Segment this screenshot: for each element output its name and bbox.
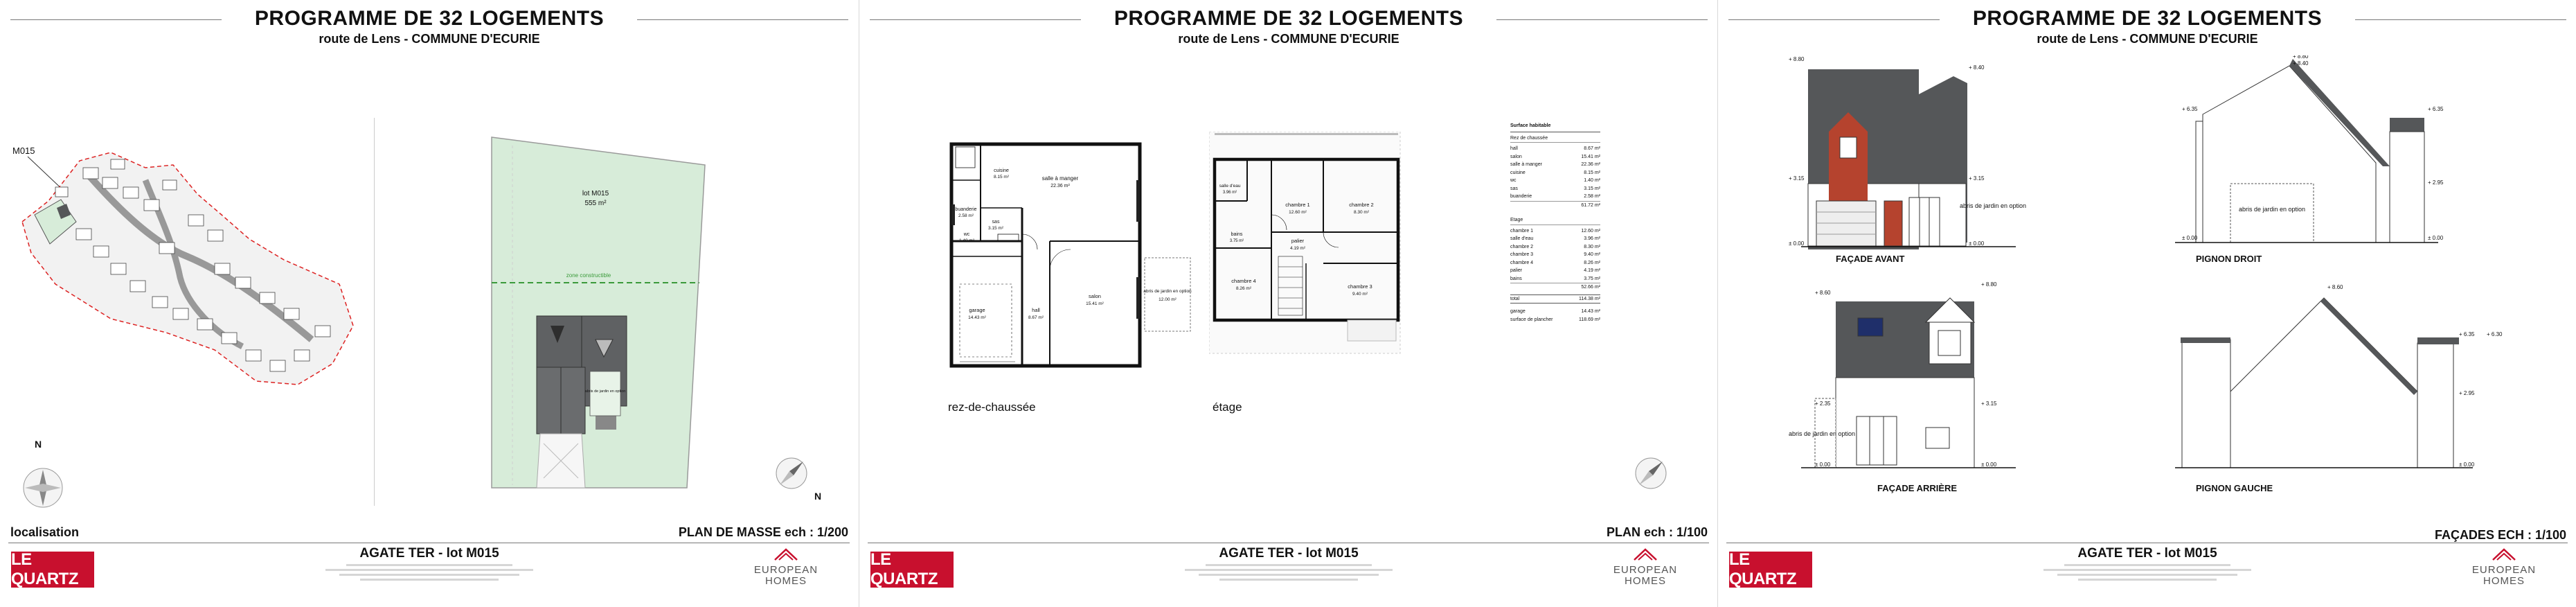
room-dining-area: 22.36 m² [1050, 184, 1070, 188]
room-bed1-label: chambre 1 [1285, 202, 1310, 208]
level-label: + 8.60 [1815, 290, 1831, 296]
shed-label: abris de jardin en option [1788, 430, 1856, 437]
table-total-row: total 114.38 m² [1510, 294, 1600, 304]
table-row [1510, 251, 1600, 259]
house-icon [1633, 547, 1658, 561]
shed-plan [1143, 256, 1192, 333]
table-row [1510, 193, 1600, 201]
table-cell-area: 2.58 m² [1584, 194, 1600, 199]
room-hall-label: hall [1032, 307, 1040, 313]
table-row [1510, 153, 1600, 161]
table-cell-room: garage [1510, 309, 1526, 314]
lot-block [0, 546, 859, 583]
le-quartz-logo: LE QUARTZ [1729, 552, 1812, 588]
table-ground-total: 61.72 m² [1510, 201, 1600, 210]
table-cell-area: 4.19 m² [1584, 268, 1600, 273]
room-living-area: 15.41 m² [1086, 301, 1104, 306]
page-subtitle: route de Lens - COMMUNE D'ECURIE [1178, 32, 1399, 46]
page-subtitle: route de Lens - COMMUNE D'ECURIE [319, 32, 540, 46]
table-cell-area: 8.30 m² [1584, 244, 1600, 249]
room-bed1-area: 12.60 m² [1289, 210, 1307, 215]
table-cell-room: salon [1510, 154, 1522, 159]
right-gable-label: PIGNON DROIT [2196, 254, 2262, 264]
table-cell-area: 3.75 m² [1584, 276, 1600, 281]
level-label: + 8.80 [2293, 55, 2309, 60]
room-landing-area: 4.19 m² [1289, 246, 1306, 251]
shed-label: abris de jardin en option [1959, 202, 2027, 209]
north-arrow-icon [1634, 456, 1668, 491]
table-cell-room: chambre 4 [1510, 260, 1534, 265]
title-block [0, 7, 859, 46]
house-icon [773, 547, 798, 561]
table-upper-total: 52.66 m² [1510, 283, 1600, 292]
room-bed2-area: 8.30 m² [1353, 210, 1370, 215]
parcel-plan [485, 132, 713, 492]
table-row [1510, 227, 1600, 236]
sheet-floor-plans [859, 0, 1718, 607]
lot-block [859, 546, 1718, 583]
table-cell-area: 118.69 m² [1579, 317, 1600, 322]
table-row [1510, 316, 1600, 324]
scale-label: PLAN ech : 1/100 [1606, 525, 1708, 539]
table-cell-room: palier [1510, 268, 1523, 273]
front-elevation [1787, 55, 2092, 270]
page-title: PROGRAMME DE 32 LOGEMENTS [254, 7, 605, 30]
ground-floor-label: rez-de-chaussée [948, 401, 1036, 414]
table-cell-room: salle à manger [1510, 162, 1542, 167]
table-row [1510, 267, 1600, 275]
table-cell-room: salle d'eau [1510, 236, 1534, 241]
ground-floor-plan [946, 139, 1174, 374]
shed-area: 12.00 m² [1159, 297, 1177, 302]
title-block [859, 7, 1718, 46]
table-cell-area: 12.60 m² [1581, 228, 1600, 234]
table-cell-area: 8.67 m² [1584, 146, 1600, 151]
level-label: + 3.15 [1789, 175, 1805, 182]
table-cell-room: wc [1510, 178, 1517, 183]
european-homes-logo: EUROPEAN HOMES [2466, 547, 2542, 587]
table-row [1510, 177, 1600, 185]
right-gable-elevation [2161, 55, 2521, 270]
rear-elevation-label: FAÇADE ARRIÈRE [1877, 483, 1958, 493]
room-garage-area: 14.43 m² [968, 315, 986, 320]
level-label: + 8.40 [2293, 60, 2309, 67]
lot-callout-label: M015 [12, 146, 35, 156]
level-label: + 2.35 [1815, 401, 1831, 407]
rear-elevation [1787, 281, 2092, 502]
room-landing-label: palier [1291, 238, 1305, 244]
table-upper-rows [1510, 227, 1600, 283]
table-cell-room: buanderie [1510, 194, 1532, 199]
left-gable-elevation [2161, 281, 2521, 502]
table-row [1510, 185, 1600, 193]
lot-block [1718, 546, 2576, 583]
page-title: PROGRAMME DE 32 LOGEMENTS [1113, 7, 1464, 30]
page-subtitle: route de Lens - COMMUNE D'ECURIE [2037, 32, 2258, 46]
north-arrow-icon [774, 456, 809, 491]
table-cell-area: 9.40 m² [1584, 252, 1600, 257]
divider [374, 118, 375, 506]
shed-label: abris de jardin en option [584, 389, 626, 394]
table-cell-room: bains [1510, 276, 1522, 281]
table-row [1510, 243, 1600, 252]
european-homes-logo: EUROPEAN HOMES [748, 547, 824, 587]
level-label: ± 0.00 [1815, 461, 1831, 468]
parcel-area: 555 m² [584, 200, 607, 207]
level-label: + 6.35 [2428, 106, 2444, 112]
sheet-site-plan [0, 0, 859, 607]
room-bath-area: 3.75 m² [1229, 239, 1244, 243]
table-ground-heading: Rez de chaussée [1510, 134, 1600, 143]
room-kitchen-label: cuisine [994, 168, 1009, 173]
le-quartz-logo: LE QUARTZ [870, 552, 954, 588]
parcel-label: lot M015 [582, 190, 609, 197]
room-laundry-area: 2.58 m² [958, 213, 974, 218]
level-label: ± 0.00 [2459, 461, 2475, 468]
title-block [1718, 7, 2576, 46]
room-shower-label: salle d'eau [1219, 184, 1241, 188]
north-label: N [35, 439, 42, 450]
room-hall-area: 8.67 m² [1028, 315, 1044, 320]
room-sas-area: 3.15 m² [987, 226, 1004, 231]
room-bed2-label: chambre 2 [1349, 202, 1374, 208]
table-cell-room: surface de plancher [1510, 317, 1553, 322]
room-garage-label: garage [969, 307, 985, 313]
table-row [1510, 145, 1600, 153]
table-cell-room: chambre 3 [1510, 252, 1534, 257]
front-elevation-label: FAÇADE AVANT [1836, 254, 1905, 264]
room-wc-label: wc [963, 232, 970, 237]
table-cell-area: 3.15 m² [1584, 186, 1600, 191]
level-label: + 8.60 [2327, 284, 2343, 290]
room-wc-area: 1.40 m² [958, 238, 975, 243]
table-cell-area: 3.96 m² [1584, 236, 1600, 241]
table-cell-area: 8.26 m² [1584, 260, 1600, 265]
room-bed4-label: chambre 4 [1231, 278, 1256, 284]
level-label: ± 0.00 [1969, 240, 1985, 247]
notes [1718, 564, 2576, 581]
table-cell-area: 22.36 m² [1581, 162, 1600, 167]
level-label: + 8.80 [1981, 281, 1997, 288]
level-label: ± 0.00 [2182, 235, 2198, 241]
table-row [1510, 169, 1600, 177]
scale-label: PLAN DE MASSE ech : 1/200 [678, 525, 848, 539]
european-homes-logo: EUROPEAN HOMES [1607, 547, 1683, 587]
table-cell-room: sas [1510, 186, 1518, 191]
room-living-label: salon [1089, 293, 1101, 299]
table-upper-heading: Etage [1510, 216, 1600, 225]
north-arrow-icon [21, 466, 65, 510]
level-label: + 8.40 [1969, 64, 1985, 71]
lot-title: AGATE TER - lot M015 [359, 546, 499, 561]
surface-table [1510, 122, 1600, 324]
lot-title: AGATE TER - lot M015 [2077, 546, 2217, 561]
sheet-elevations [1717, 0, 2576, 607]
left-gable-label: PIGNON GAUCHE [2196, 483, 2273, 493]
room-bed3-area: 9.40 m² [1352, 292, 1368, 297]
level-label: + 6.35 [2459, 331, 2475, 337]
le-quartz-logo: LE QUARTZ [11, 552, 94, 588]
level-label: ± 0.00 [2428, 235, 2444, 241]
level-label: + 2.95 [2459, 390, 2475, 396]
table-cell-area: 8.15 m² [1584, 170, 1600, 175]
lot-title: AGATE TER - lot M015 [1219, 546, 1359, 561]
house-icon [2492, 547, 2516, 561]
north-label: N [814, 491, 822, 502]
table-cell-area: 15.41 m² [1581, 154, 1600, 159]
level-label: + 3.15 [1981, 401, 1997, 407]
table-title: Surface habitable [1510, 122, 1600, 132]
level-label: + 8.80 [1789, 56, 1805, 62]
table-row [1510, 308, 1600, 316]
room-shower-area: 3.96 m² [1222, 191, 1237, 195]
notes [859, 564, 1718, 581]
level-label: ± 0.00 [1789, 240, 1805, 247]
localisation-map [7, 111, 367, 409]
footer-left-label: localisation [10, 525, 80, 539]
table-cell-room: cuisine [1510, 170, 1526, 175]
room-sas-label: sas [992, 220, 1000, 225]
room-bed3-label: chambre 3 [1348, 283, 1372, 290]
table-cell-area: 1.40 m² [1584, 178, 1600, 183]
table-row [1510, 235, 1600, 243]
table-row [1510, 161, 1600, 169]
upper-floor-plan [1209, 132, 1431, 374]
room-kitchen-area: 8.15 m² [993, 175, 1010, 179]
notes [0, 564, 859, 581]
room-bath-label: bains [1231, 232, 1243, 237]
table-cell-area: 14.43 m² [1581, 309, 1600, 314]
level-label: + 6.35 [2182, 106, 2198, 112]
shed-label: abris de jardin en option [1143, 289, 1192, 294]
scale-label: FAÇADES ECH : 1/100 [2434, 528, 2566, 542]
table-cell-room: hall [1510, 146, 1518, 151]
table-cell-room: chambre 2 [1510, 244, 1534, 249]
level-label: + 6.30 [2487, 331, 2503, 337]
shed-outline [590, 371, 620, 416]
room-laundry-label: buanderie [955, 207, 977, 212]
table-ground-rows [1510, 145, 1600, 201]
level-label: + 3.15 [1969, 175, 1985, 182]
building-line-label: zone constructible [566, 272, 611, 279]
level-label: ± 0.00 [1981, 461, 1997, 468]
table-cell-room: chambre 1 [1510, 228, 1534, 234]
table-row [1510, 275, 1600, 283]
table-row [1510, 259, 1600, 267]
room-bed4-area: 8.26 m² [1235, 286, 1252, 291]
page-title: PROGRAMME DE 32 LOGEMENTS [1972, 7, 2323, 30]
upper-floor-label: étage [1213, 401, 1242, 414]
table-extra-rows [1510, 308, 1600, 324]
room-dining-label: salle à manger [1041, 175, 1079, 182]
level-label: + 2.95 [2428, 179, 2444, 186]
shed-label: abris de jardin en option [2238, 206, 2306, 213]
